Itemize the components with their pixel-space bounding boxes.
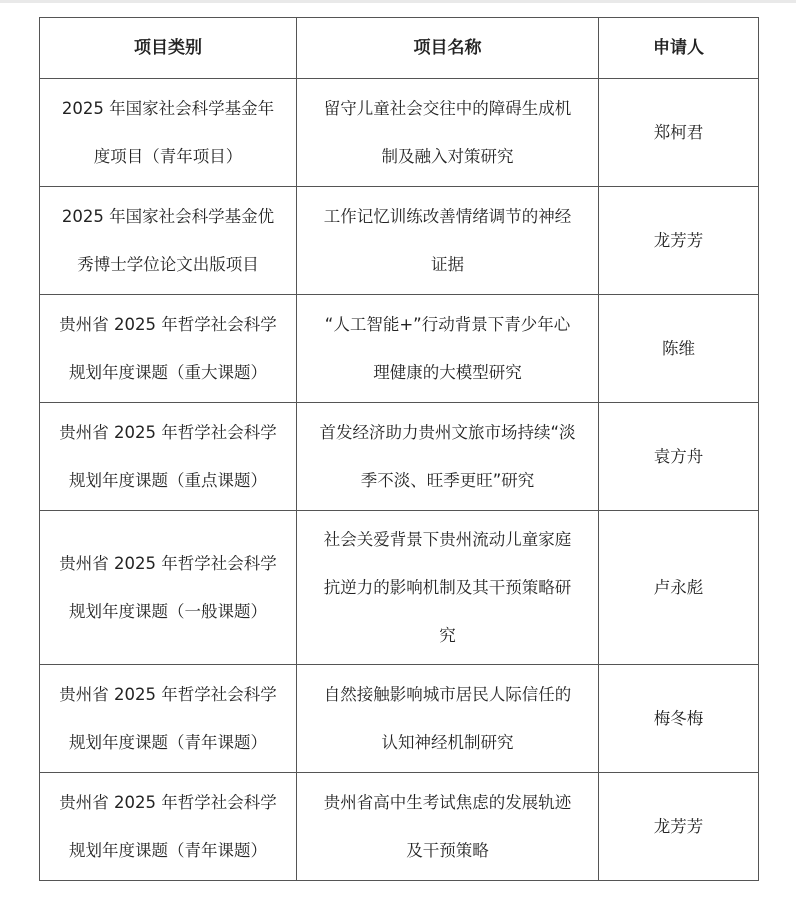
category-line: 度项目（青年项目） [93,146,243,166]
category-line: 贵州省 2025 年哲学社会科学 [59,314,277,334]
applicant-cell: 卢永彪 [599,511,759,665]
header-category: 项目类别 [40,18,297,79]
applicant-cell: 陈维 [599,295,759,403]
table-row [40,79,759,187]
category-line: 规划年度课题（重大课题） [69,362,267,382]
category-line: 贵州省 2025 年哲学社会科学 [59,792,277,812]
table-row [40,295,759,403]
category-line: 规划年度课题（一般课题） [69,601,267,621]
project-name-line: 究 [439,625,456,645]
category-line: 2025 年国家社会科学基金年 [61,98,275,118]
project-name-cell [297,665,599,773]
category-cell [40,773,297,881]
category-line: 贵州省 2025 年哲学社会科学 [59,684,277,704]
project-name-line: 及干预策略 [406,840,489,860]
project-name-line: 制及融入对策研究 [381,146,514,166]
top-divider [0,0,796,3]
header-applicant: 申请人 [599,18,759,79]
category-line: 规划年度课题（青年课题） [69,840,267,860]
project-name-cell [297,511,599,665]
category-line: 规划年度课题（青年课题） [69,732,267,752]
project-name-cell [297,403,599,511]
category-line: 贵州省 2025 年哲学社会科学 [59,553,277,573]
project-table [39,17,759,881]
category-cell [40,187,297,295]
project-name-line: 季不淡、旺季更旺”研究 [360,470,535,490]
project-name-line: 认知神经机制研究 [381,732,514,752]
project-name-line: 社会关爱背景下贵州流动儿童家庭 [323,529,572,549]
project-name-cell [297,773,599,881]
applicant-cell: 龙芳芳 [599,187,759,295]
project-name-line: 证据 [431,254,464,274]
project-name-line: “人工智能+”行动背景下青少年心 [324,314,571,334]
project-name-line: 留守儿童社会交往中的障碍生成机 [323,98,572,118]
applicant-cell: 梅冬梅 [599,665,759,773]
category-cell [40,403,297,511]
project-name-line: 理健康的大模型研究 [373,362,522,382]
table-row [40,187,759,295]
category-cell [40,511,297,665]
project-name-line: 首发经济助力贵州文旅市场持续“淡 [319,422,576,442]
category-cell [40,295,297,403]
project-name-cell [297,79,599,187]
table-header-row [40,18,759,79]
project-name-line: 自然接触影响城市居民人际信任的 [323,684,572,704]
project-name-cell [297,187,599,295]
category-cell [40,79,297,187]
project-name-line: 工作记忆训练改善情绪调节的神经 [323,206,572,226]
applicant-cell: 郑柯君 [599,79,759,187]
category-line: 贵州省 2025 年哲学社会科学 [59,422,277,442]
table-row [40,511,759,665]
project-name-line: 抗逆力的影响机制及其干预策略研 [323,577,572,597]
project-name-line: 贵州省高中生考试焦虑的发展轨迹 [323,792,572,812]
table-row [40,403,759,511]
applicant-cell: 龙芳芳 [599,773,759,881]
header-project-name: 项目名称 [297,18,599,79]
category-cell [40,665,297,773]
category-line: 秀博士学位论文出版项目 [77,254,259,274]
table-row [40,773,759,881]
category-line: 规划年度课题（重点课题） [69,470,267,490]
table-row [40,665,759,773]
project-name-cell [297,295,599,403]
applicant-cell: 袁方舟 [599,403,759,511]
category-line: 2025 年国家社会科学基金优 [61,206,275,226]
